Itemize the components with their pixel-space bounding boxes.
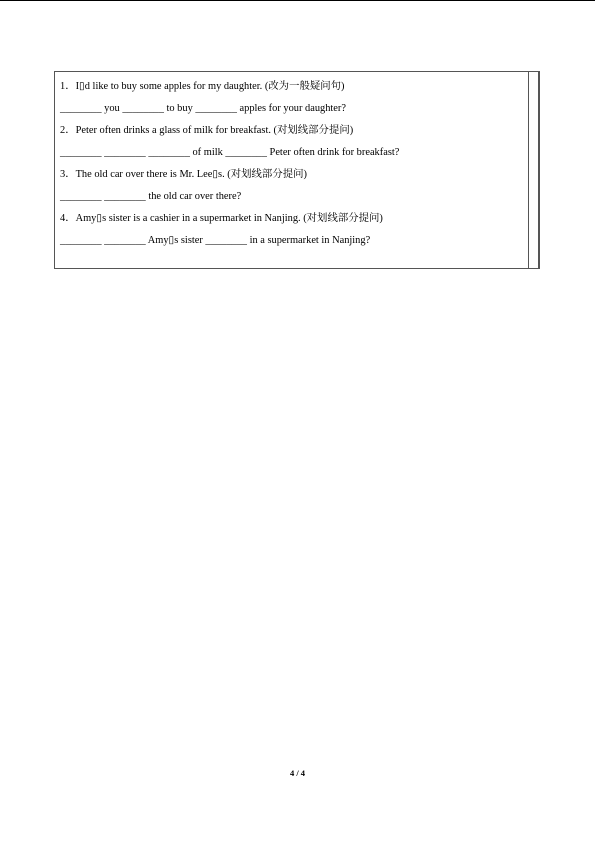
exercise-1-answer: ________ you ________ to buy ________ apples for your daughter? [60, 103, 346, 114]
exercise-list [60, 81, 522, 257]
page-number: 4 / 4 [289, 768, 306, 778]
margin-column [528, 72, 539, 268]
exercise-3-question: 3．The old car over there is Mr. Lee▯s. (对划线部分提问) [60, 169, 307, 180]
exercise-1-question: 1．I▯d like to buy some apples for my daughter. (改为一般疑问句) [60, 81, 345, 92]
exercise-4-question: 4．Amy▯s sister is a cashier in a supermarket in Nanjing. (对划线部分提问) [60, 213, 383, 224]
exercise-2-question: 2．Peter often drinks a glass of milk for breakfast. (对划线部分提问) [60, 125, 354, 136]
page-top-rule [0, 0, 595, 1]
exercise-2-answer: ________ ________ ________ of milk ________ Peter often drink for breakfast? [60, 147, 400, 158]
exercise-box [54, 71, 540, 269]
exercise-4-answer: ________ ________ Amy▯s sister ________ in a supermarket in Nanjing? [60, 235, 371, 246]
exercise-3-answer: ________ ________ the old car over there? [60, 191, 242, 202]
